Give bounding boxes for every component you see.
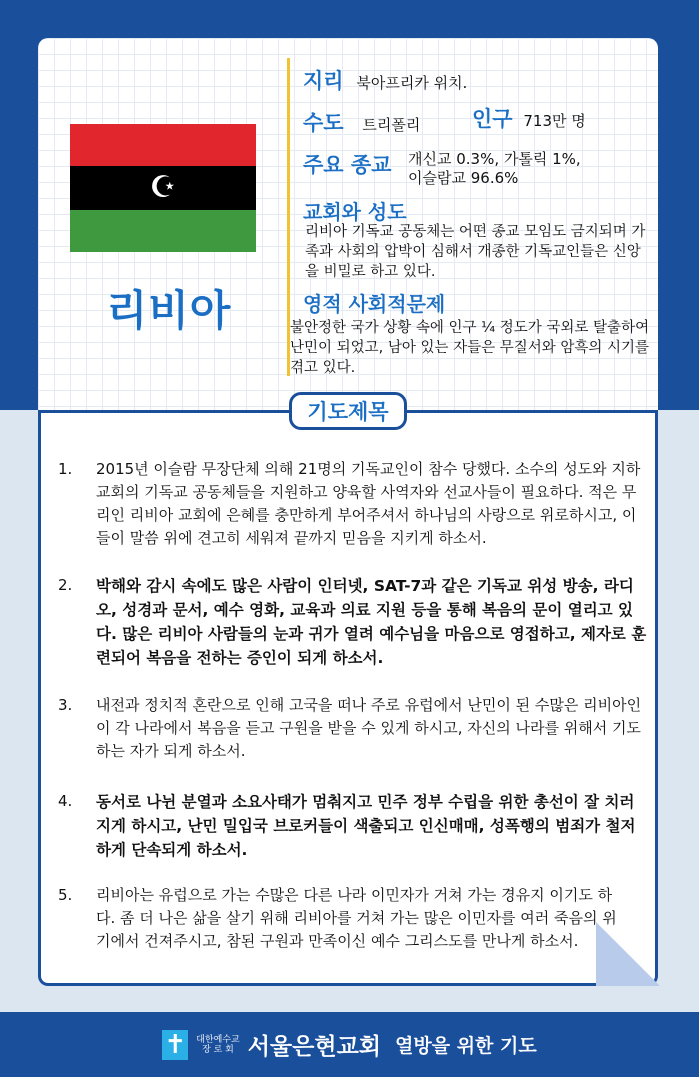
- capital-row: [303, 111, 421, 135]
- geo-row: [303, 69, 468, 93]
- prayer-text: 박해와 감시 속에도 많은 사람이 인터넷, SAT-7과 같은 기독교 위성 방송, 라디오, 성경과 문서, 예수 영화, 교육과 의료 지원 등을 통해 복음의 문이 열리고 있다. 많은 리비아 사람들의 눈과 귀가 열려 예수님을 마음으로 영접하고, 제자로 훈련되어 복음을 전하는 증인이 되게 하소서.: [96, 577, 647, 667]
- geo-value: 북아프리카 위치.: [356, 74, 468, 92]
- capital-label: 수도: [303, 111, 344, 135]
- prayer-item-4: [58, 790, 648, 862]
- prayer-item-3: [58, 694, 648, 763]
- religion-label: 주요 종교: [303, 153, 392, 177]
- geo-label: 지리: [303, 69, 344, 93]
- church-text: 리비아 기독교 공동체는 어떤 종교 모임도 금지되며 가족과 사회의 압박이 심해서 개종한 기독교인들은 신앙을 비밀로 하고 있다.: [305, 224, 646, 280]
- church-title: 교회와 성도: [303, 200, 407, 224]
- prayer-text: 내전과 정치적 혼란으로 인해 고국을 떠나 주로 유럽에서 난민이 된 수많은 리비아인이 각 나라에서 복음을 듣고 구원을 받을 수 있게 하시고, 자신의 나라를 위해서 기도하는 자가 되게 하소서.: [96, 696, 642, 760]
- prayer-num: 3.: [58, 696, 73, 714]
- population-row: [472, 107, 586, 131]
- country-name: 리비아: [106, 286, 232, 335]
- footer: [0, 1012, 699, 1077]
- libya-flag: [70, 124, 256, 252]
- prayer-text: 동서로 나뉜 분열과 소요사태가 멈춰지고 민주 정부 수립을 위한 총선이 잘 치러지게 하시고, 난민 밀입국 브로커들이 색출되고 인신매매, 성폭행의 범죄가 철저하게 단속되게 하소서.: [96, 793, 636, 859]
- social-title: 영적 사회적문제: [303, 292, 446, 316]
- footer-slogan: 열방을 위한 기도: [395, 1035, 537, 1057]
- religion-values: [408, 150, 648, 188]
- crescent-star-icon: ☪: [149, 170, 177, 206]
- social-text: 불안정한 국가 상황 속에 인구 ¼ 정도가 국외로 탈출하여 난민이 되었고, 남아 있는 자들은 무질서와 암흑의 시기를 겪고 있다.: [290, 320, 650, 376]
- prayer-item-5: [58, 884, 618, 953]
- prayer-num: 1.: [58, 460, 73, 478]
- denomination-line1: 대한예수교: [196, 1034, 240, 1045]
- prayer-text: 2015년 이슬람 무장단체 의해 21명의 기독교인이 참수 당했다. 소수의 성도와 지하교회의 기독교 공동체들을 지원하고 양육할 사역자와 선교사들이 필요하다. 적은 무리인 리비아 교회에 은혜를 충만하게 부어주셔서 하나님의 사랑으로 위로하시고, 이들이 말씀 위에 견고히 세워져 끝까지 믿음을 지키게 하소서.: [96, 460, 641, 547]
- prayer-text: 리비아는 유럽으로 가는 수많은 다른 나라 이민자가 거쳐 가는 경유지 이기도 하다. 좀 더 나은 삶을 살기 위해 리비아를 거쳐 가는 많은 이민자를 여러 죽음의 위기에서 건져주시고, 참된 구원과 만족이신 예수 그리스도를 만나게 하소서.: [96, 886, 617, 950]
- prayer-num: 5.: [58, 886, 73, 904]
- prayer-num: 4.: [58, 792, 73, 810]
- population-value: 713만 명: [523, 112, 586, 130]
- religion-line2: 이슬람교 96.6%: [408, 169, 519, 187]
- church-name: 서울은현교회: [247, 1034, 382, 1060]
- prayer-item-2: [58, 574, 648, 670]
- religion-label-wrap: [303, 153, 392, 177]
- prayer-num: 2.: [58, 576, 73, 594]
- denomination-line2: 장 로 회: [202, 1044, 234, 1055]
- religion-line1: 개신교 0.3%, 가톨릭 1%,: [408, 150, 581, 168]
- population-label: 인구: [472, 107, 513, 131]
- capital-value: 트리폴리: [362, 116, 421, 134]
- cross-icon: ✝: [162, 1030, 188, 1060]
- denomination: [196, 1035, 239, 1055]
- prayer-item-1: [58, 458, 648, 550]
- prayer-title: 기도제목: [289, 392, 407, 430]
